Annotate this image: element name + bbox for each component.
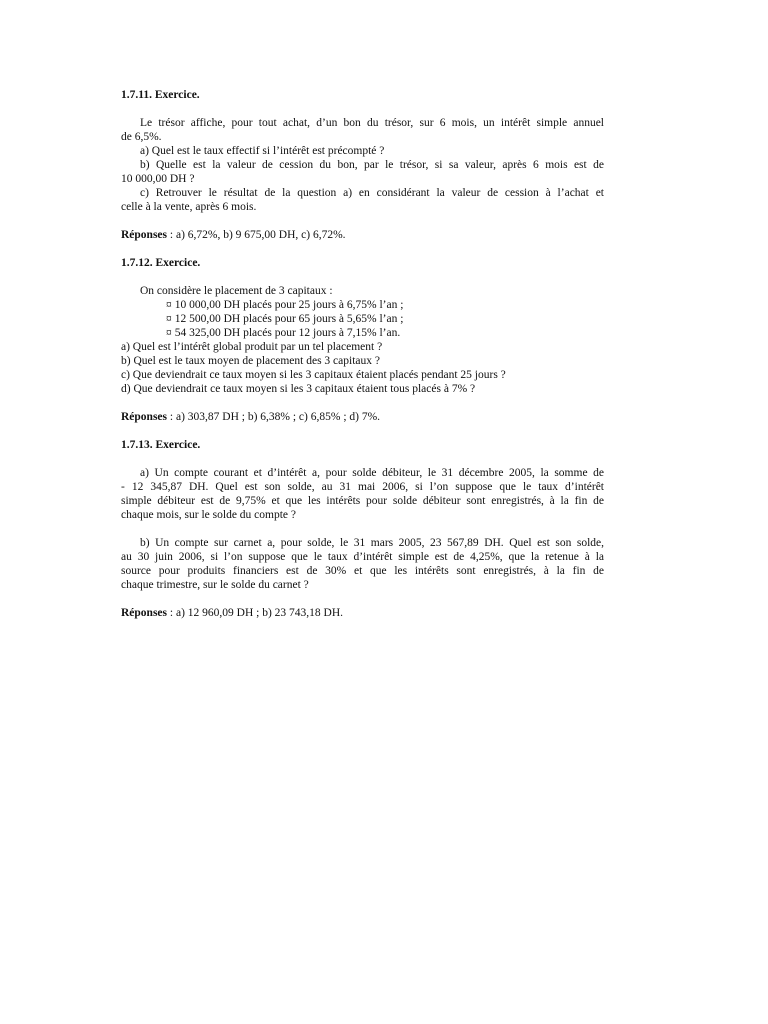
- exercise-11-answers: [121, 228, 604, 242]
- exercise-12-answers: [121, 410, 604, 424]
- exercise-11-question-b-line2: 10 000,00 DH ?: [121, 173, 195, 185]
- bullet-icon: ¤: [166, 327, 172, 339]
- exercise-13-part-b-line1: b) Un compte sur carnet a, pour solde, le 31 mars 2005, 23 567,89 DH. Quel est son solde,: [140, 537, 604, 549]
- list-item: [121, 326, 604, 340]
- bullet-icon: ¤: [166, 299, 172, 311]
- exercise-11-question-c-line1: c) Retrouver le résultat de la question a) en considérant la valeur de cession à l’achat et: [140, 187, 604, 199]
- bullet-icon: ¤: [166, 313, 172, 325]
- exercise-13-part-a-line1: a) Un compte courant et d’intérêt a, pour solde débiteur, le 31 décembre 2005, la somme de: [140, 467, 604, 479]
- exercise-11-intro-line1: Le trésor affiche, pour tout achat, d’un bon du trésor, sur 6 mois, un intérêt simple annuel: [140, 117, 604, 129]
- exercise-12-answers-label: Réponses: [121, 411, 168, 423]
- exercise-12-question-b: b) Quel est le taux moyen de placement des 3 capitaux ?: [121, 355, 380, 367]
- exercise-12-intro: On considère le placement de 3 capitaux :: [140, 285, 333, 297]
- exercise-12-heading: 1.7.12. Exercice.: [121, 257, 201, 269]
- exercise-11-answers-text: : a) 6,72%, b) 9 675,00 DH, c) 6,72%.: [167, 229, 346, 241]
- list-item: [121, 298, 604, 312]
- list-item-text: 12 500,00 DH placés pour 65 jours à 5,65% l’an ;: [174, 313, 404, 325]
- exercise-11-intro-line2: de 6,5%.: [121, 131, 162, 143]
- exercise-13-part-b-line3: source pour produits financiers est de 30% et que les intérêts sont enregistrés, à la fin de: [121, 565, 604, 577]
- exercise-13-part-a-line2: - 12 345,87 DH. Quel est son solde, au 31 mai 2006, si l’on suppose que le taux d’intérêt: [121, 481, 604, 493]
- exercise-13-answers: [121, 606, 604, 620]
- exercise-13-part-a-line4: chaque mois, sur le solde du compte ?: [121, 509, 297, 521]
- exercise-12-question-d: d) Que deviendrait ce taux moyen si les 3 capitaux étaient tous placés à 7% ?: [121, 383, 476, 395]
- exercise-12-question-a: a) Quel est l’intérêt global produit par un tel placement ?: [121, 341, 383, 353]
- exercise-11-question-a: a) Quel est le taux effectif si l’intérêt est précompté ?: [140, 145, 385, 157]
- exercise-12-question-c: c) Que deviendrait ce taux moyen si les 3 capitaux étaient placés pendant 25 jours ?: [121, 369, 506, 381]
- exercise-13-part-b-line4: chaque trimestre, sur le solde du carnet ?: [121, 579, 309, 591]
- exercise-11-question-c-line2: celle à la vente, après 6 mois.: [121, 201, 257, 213]
- page-content: [121, 88, 604, 620]
- list-item-text: 54 325,00 DH placés pour 12 jours à 7,15% l’an.: [174, 327, 401, 339]
- list-item: [121, 312, 604, 326]
- exercise-11-question-b-line1: b) Quelle est la valeur de cession du bon, par le trésor, si sa valeur, après 6 mois est de: [140, 159, 604, 171]
- exercise-13-answers-label: Réponses: [121, 607, 168, 619]
- exercise-13-part-b-line2: au 30 juin 2006, si l’on suppose que le taux d’intérêt simple est de 4,25%, que la retenue à la: [121, 551, 604, 563]
- exercise-11-answers-label: Réponses: [121, 229, 168, 241]
- exercise-13-part-a-line3: simple débiteur est de 9,75% et que les intérêts pour solde débiteur sont enregistrés, à la fin de: [121, 495, 604, 507]
- exercise-12-capital-list: [121, 298, 604, 340]
- exercise-11-heading: 1.7.11. Exercice.: [121, 89, 200, 101]
- exercise-13-answers-text: : a) 12 960,09 DH ; b) 23 743,18 DH.: [167, 607, 344, 619]
- exercise-13-heading: 1.7.13. Exercice.: [121, 439, 201, 451]
- list-item-text: 10 000,00 DH placés pour 25 jours à 6,75% l’an ;: [174, 299, 404, 311]
- exercise-12-answers-text: : a) 303,87 DH ; b) 6,38% ; c) 6,85% ; d) 7%.: [167, 411, 381, 423]
